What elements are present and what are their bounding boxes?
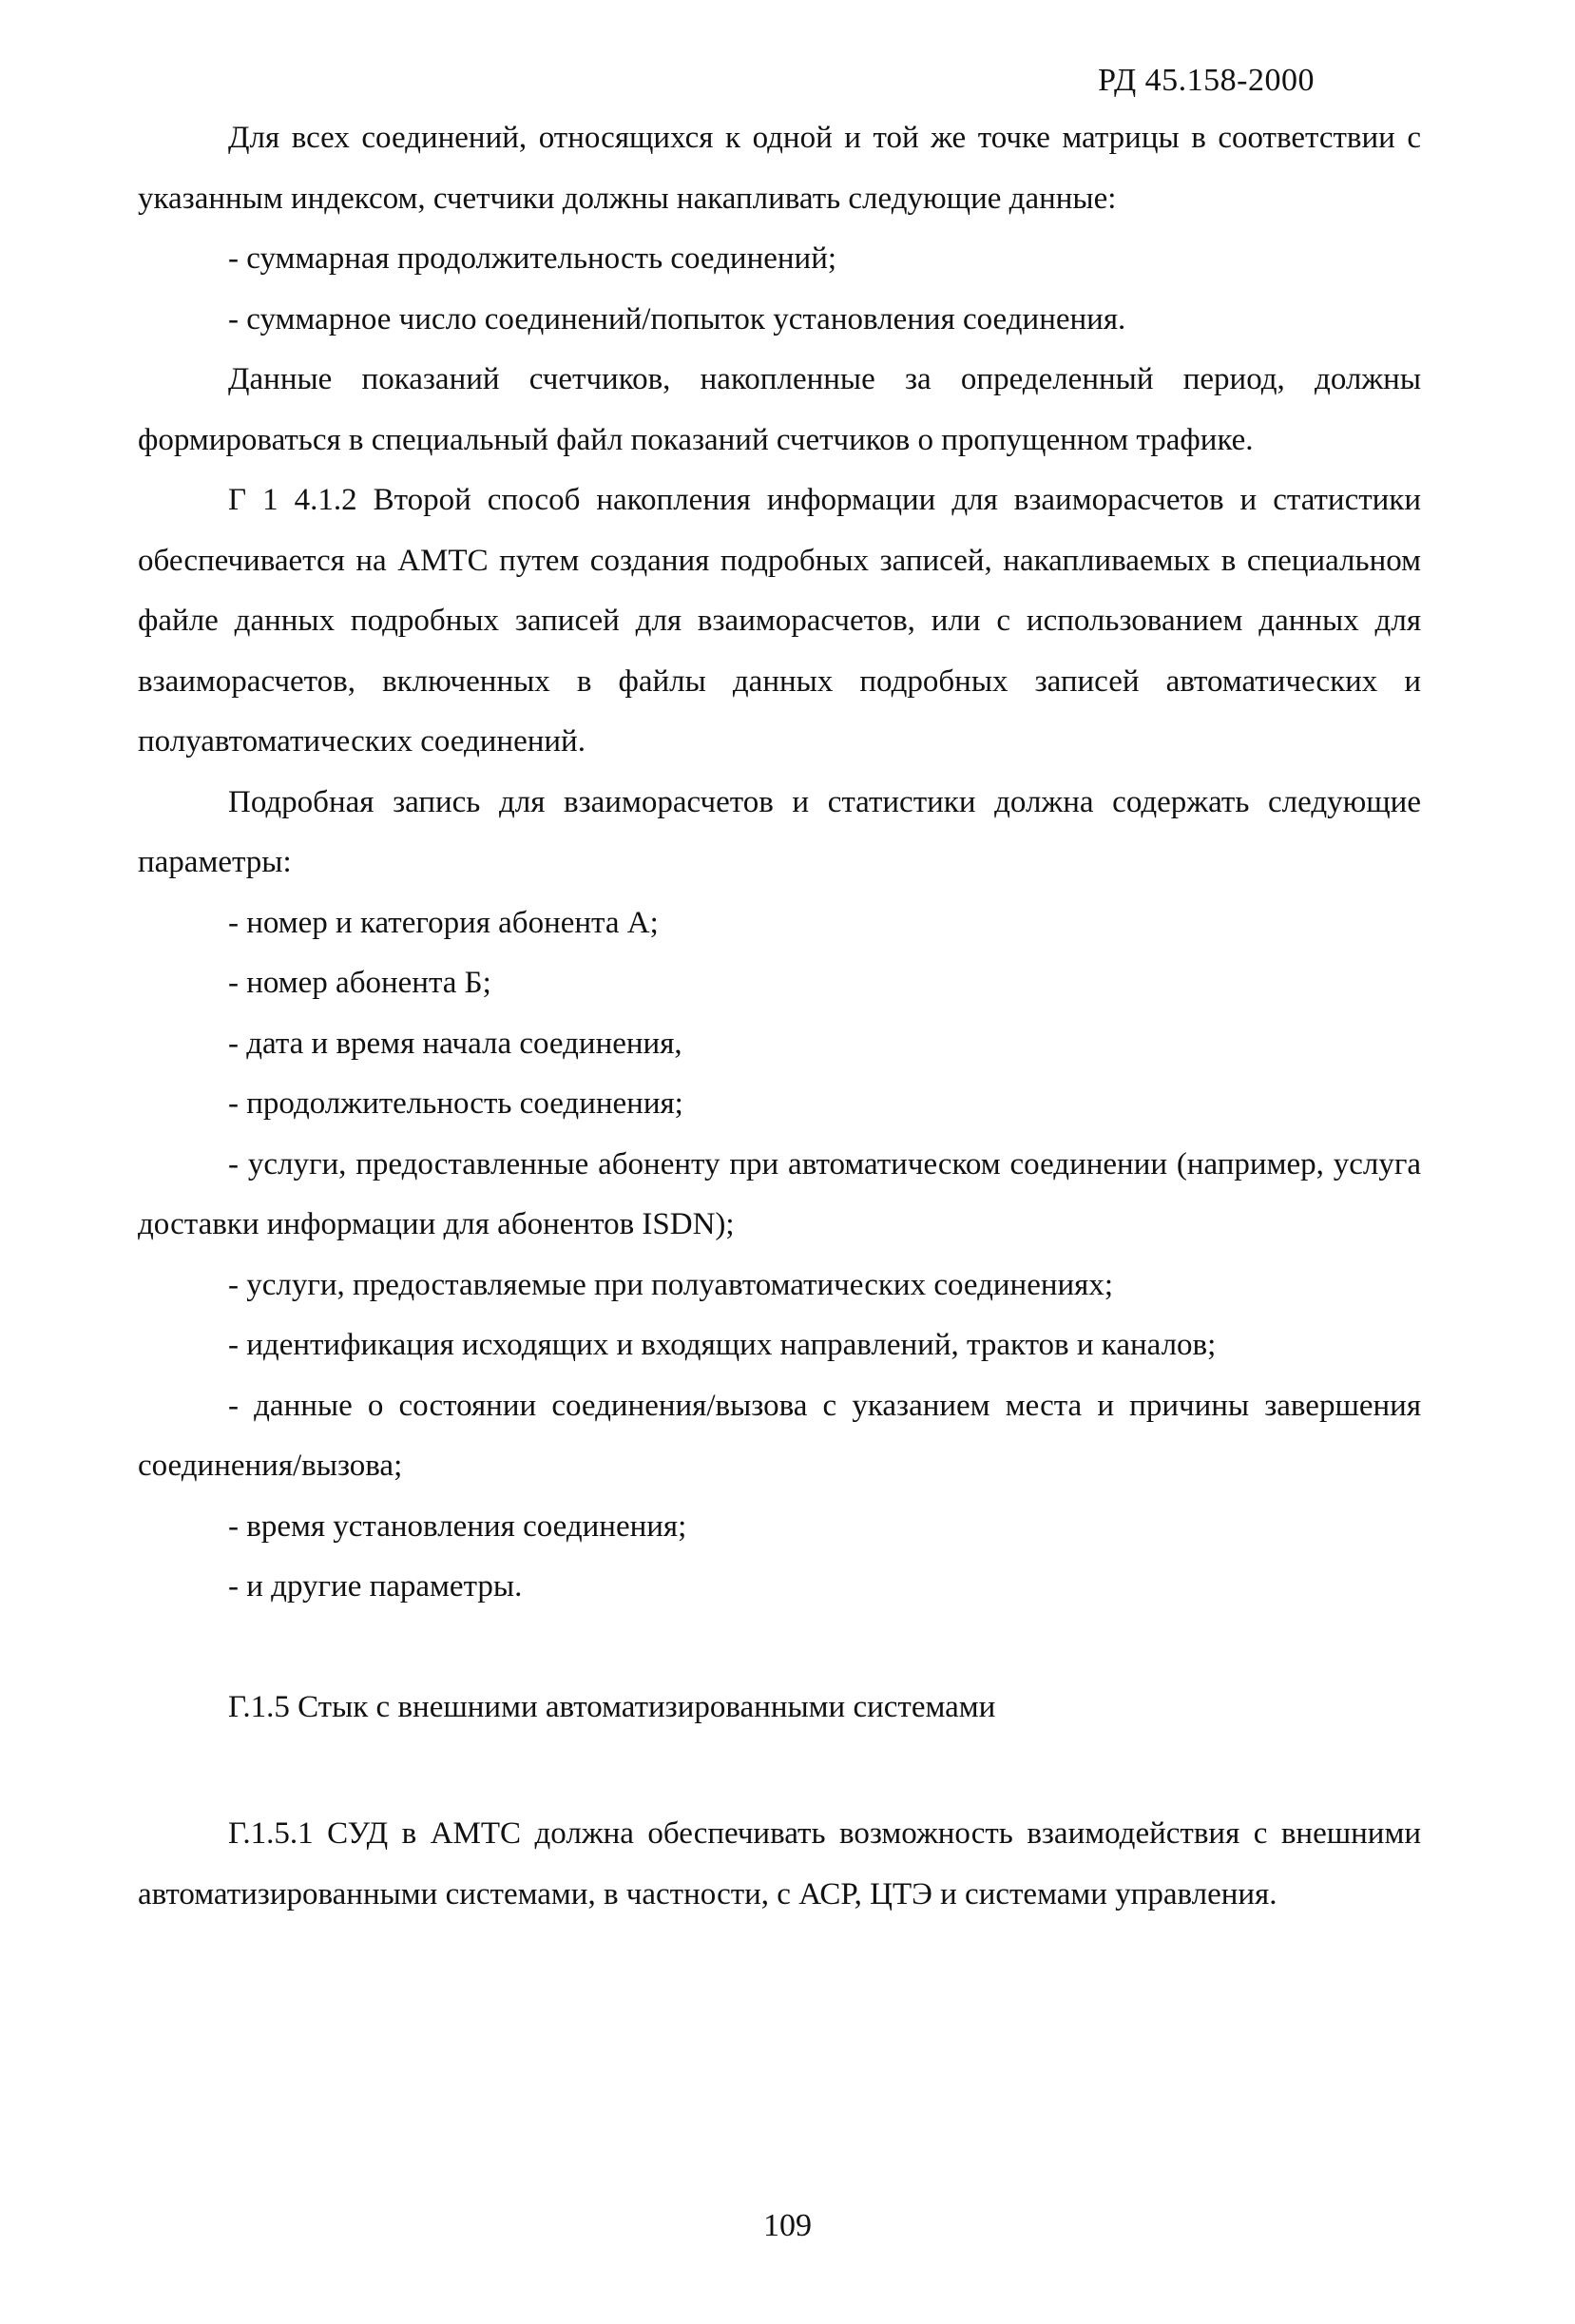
paragraph-detailed-record: Подробная запись для взаиморасчетов и статистики должна содержать следующие параметры: <box>138 784 1421 879</box>
document-body <box>138 108 1421 1925</box>
list-item: - услуги, предоставленные абоненту при автоматическом соединении (например, услуга доставки информации для абонентов ISDN); <box>138 1146 1421 1241</box>
paragraph-external-systems: Г.1.5.1 СУД в АМТС должна обеспечивать возможность взаимодействия с внешними автоматизированными системами, в частности, с АСР, ЦТЭ и системами управления. <box>138 1816 1421 1911</box>
list-item: - продолжительность соединения; <box>228 1086 683 1121</box>
spacer <box>138 1618 1421 1678</box>
list-item: - номер и категория абонента А; <box>228 905 659 940</box>
list-item: - идентификация исходящих и входящих направлений, трактов и каналов; <box>228 1328 1217 1362</box>
page-number: 109 <box>763 2208 812 2243</box>
list-item: - услуги, предоставляемые при полуавтоматических соединениях; <box>228 1267 1114 1302</box>
section-heading: Г.1.5 Стык с внешними автоматизированными системами <box>228 1689 996 1724</box>
paragraph-second-method: Г 1 4.1.2 Второй способ накопления информации для взаиморасчетов и статистики обеспечивается на АМТС путем создания подробных записей, накапливаемых в специальном файле данных подробных записей для взаиморасчетов, или с использованием данных для взаиморасчетов, включенных в файлы данных подробных записей автоматических и полуавтоматических соединений. <box>138 483 1421 759</box>
list-item: - дата и время начала соединения, <box>228 1026 682 1061</box>
list-item: - и другие параметры. <box>228 1569 523 1604</box>
paragraph-counter-file: Данные показаний счетчиков, накопленные за определенный период, должны формироваться в специальный файл показаний счетчиков о пропущенном трафике. <box>138 362 1421 457</box>
list-item: - данные о состоянии соединения/вызова с указанием места и причины завершения соединения/вызова; <box>138 1388 1421 1483</box>
spacer <box>138 1738 1421 1804</box>
list-item: - суммарное число соединений/попыток установления соединения. <box>228 301 1126 336</box>
list-item: - время установления соединения; <box>228 1508 687 1544</box>
list-item: - номер абонента Б; <box>228 966 491 1000</box>
paragraph-counters: Для всех соединений, относящихся к одной и той же точке матрицы в соответствии с указанным индексом, счетчики должны накапливать следующие данные: <box>138 121 1421 216</box>
list-item: - суммарная продолжительность соединений; <box>228 241 837 276</box>
document-code: РД 45.158-2000 <box>1098 63 1315 98</box>
